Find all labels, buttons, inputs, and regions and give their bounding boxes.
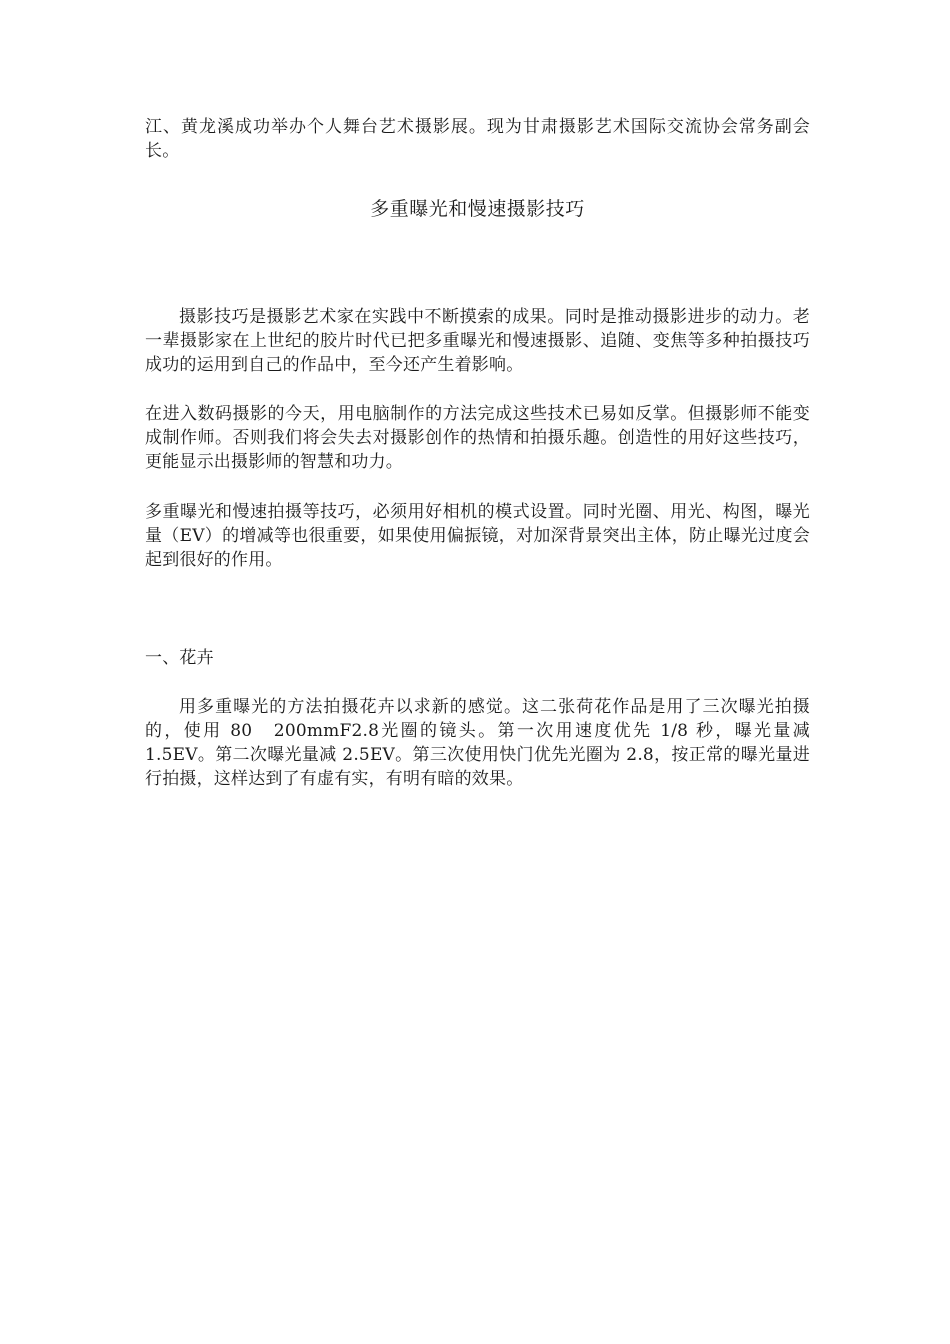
- body-paragraph-2: 在进入数码摄影的今天，用电脑制作的方法完成这些技术已易如反掌。但摄影师不能变成制作师。否则我们将会失去对摄影创作的热情和拍摄乐趣。创造性的用好这些技巧，更能显示出摄影师的智慧和功力。: [145, 404, 810, 472]
- section-heading: 一、花卉: [145, 648, 214, 668]
- intro-tail-paragraph: 江、黄龙溪成功举办个人舞台艺术摄影展。现为甘肃摄影艺术国际交流协会常务副会长。: [145, 117, 810, 161]
- body-paragraph-3: 多重曝光和慢速拍摄等技巧，必须用好相机的模式设置。同时光圈、用光、构图，曝光量（EV）的增减等也很重要，如果使用偏振镜，对加深背景突出主体，防止曝光过度会起到很好的作用。: [145, 502, 810, 570]
- article-title: 多重曝光和慢速摄影技巧: [370, 198, 585, 220]
- section-paragraph: 用多重曝光的方法拍摄花卉以求新的感觉。这二张荷花作品是用了三次曝光拍摄的，使用 80 200mmF2.8光圈的镜头。第一次用速度优先 1/8 秒，曝光量减 1.5EV。第二次曝光量减 2.5EV。第三次使用快门优先光圈为 2.8，按正常的曝光量进行拍摄，这样达到了有虚有实，有明有暗的效果。: [145, 697, 810, 789]
- body-paragraph-1: 摄影技巧是摄影艺术家在实践中不断摸索的成果。同时是推动摄影进步的动力。老一辈摄影家在上世纪的胶片时代已把多重曝光和慢速摄影、追随、变焦等多种拍摄技巧成功的运用到自己的作品中，至今还产生着影响。: [145, 307, 810, 375]
